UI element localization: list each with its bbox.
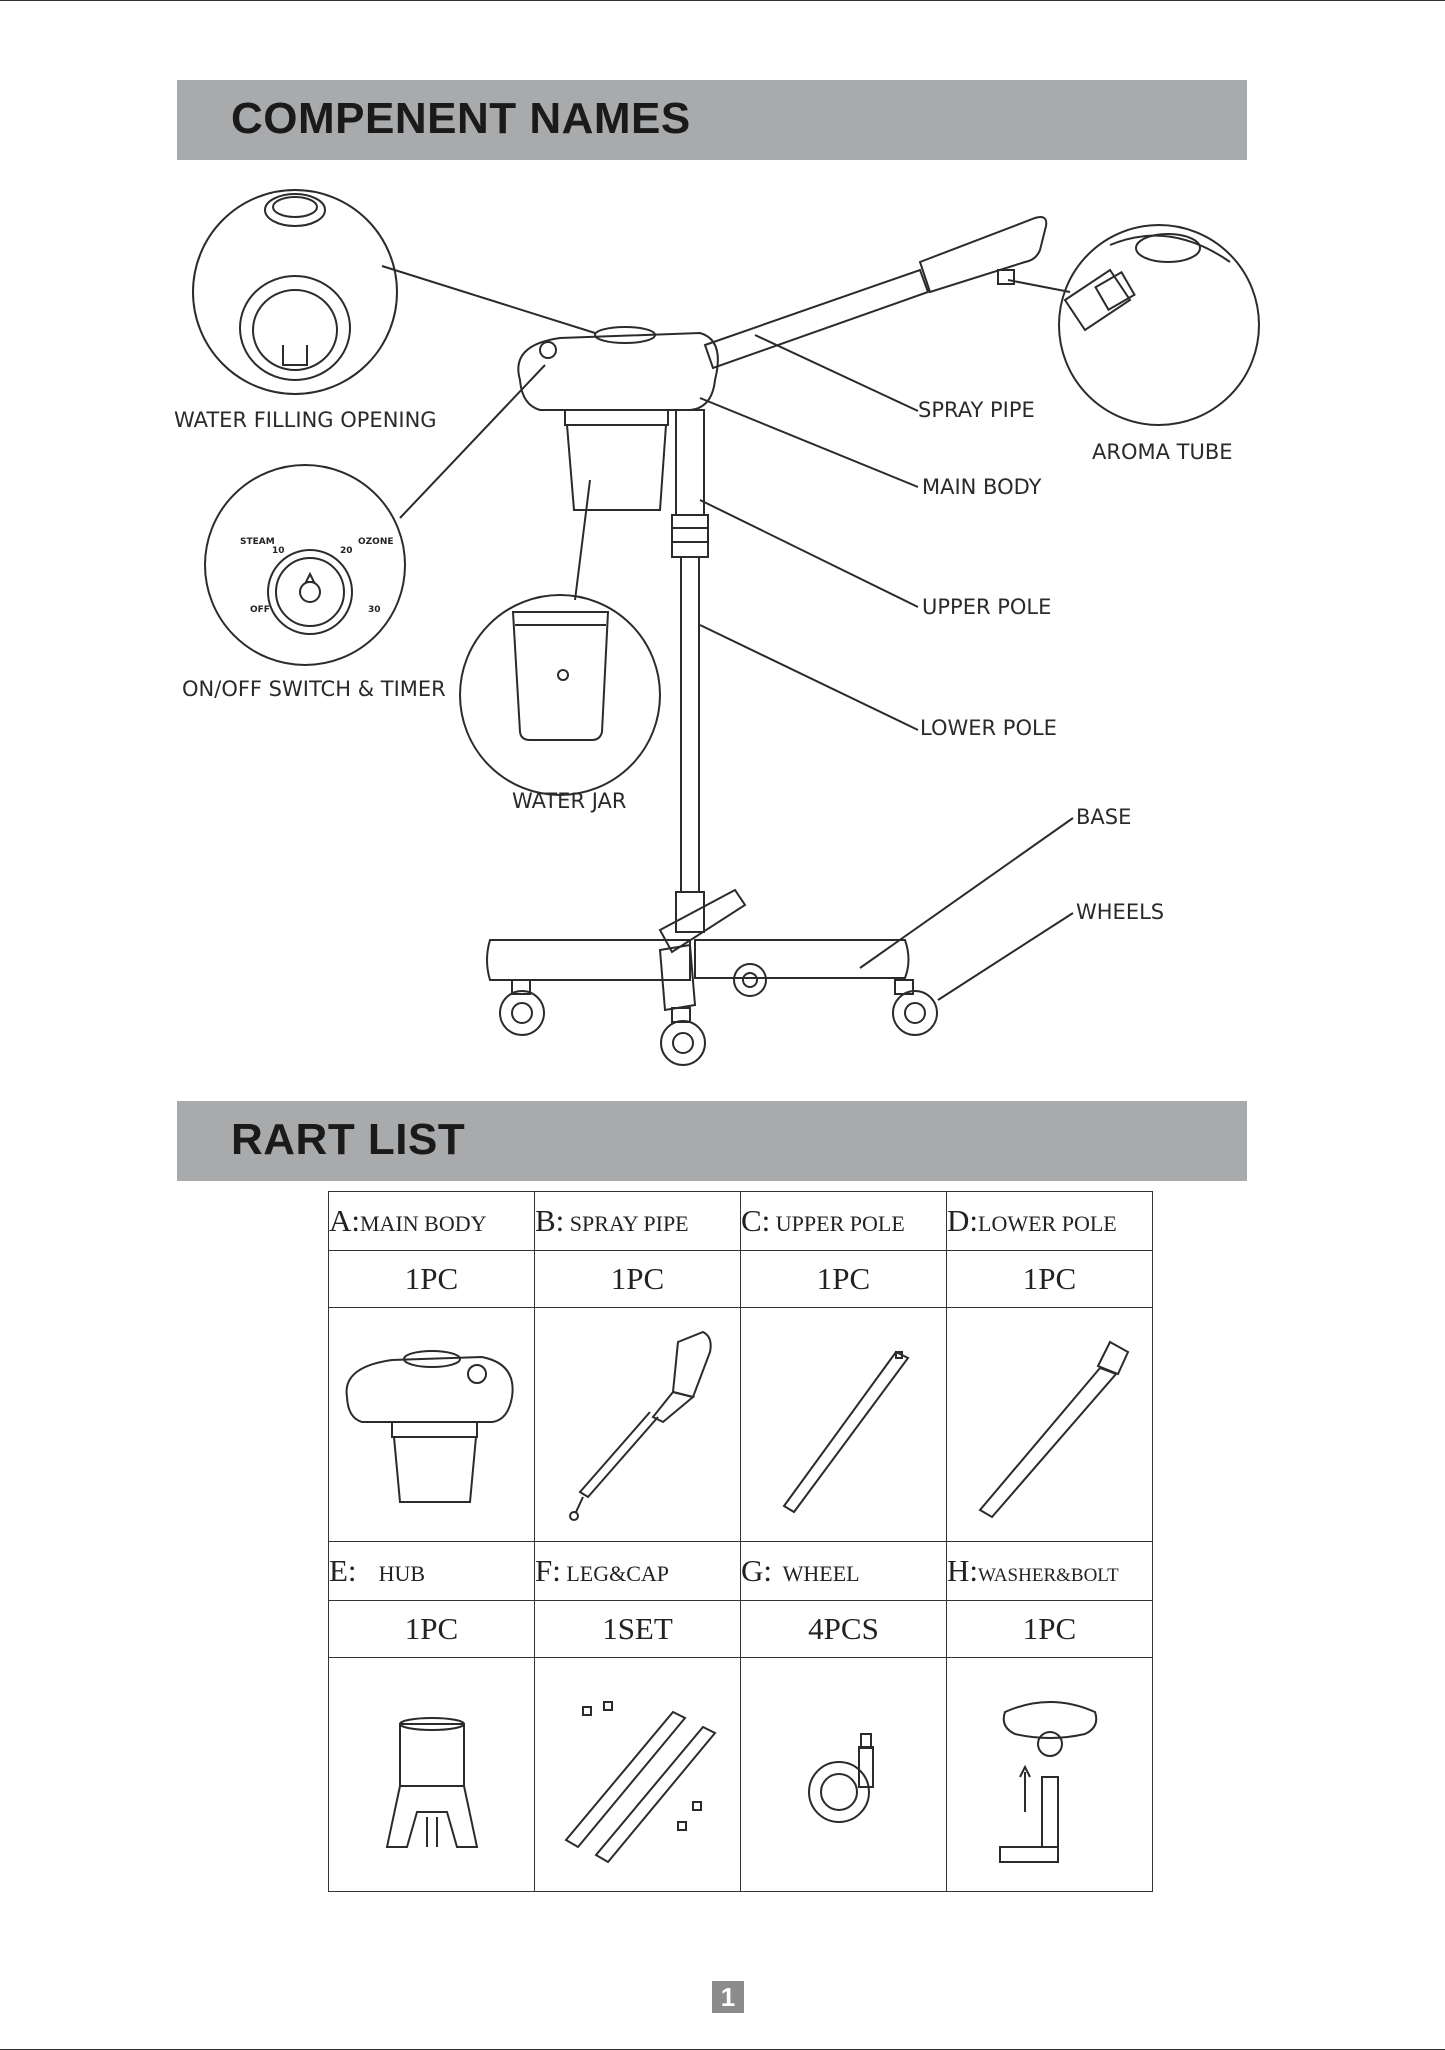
label-water-filling-opening: WATER FILLING OPENING: [174, 408, 437, 432]
hub: [676, 892, 704, 932]
leader-aroma-tube: [1008, 280, 1070, 292]
part-b-image-cell: [535, 1308, 741, 1542]
part-d-qty: 1PC: [947, 1251, 1153, 1308]
aroma-tube-detail-circle: [1059, 225, 1259, 425]
part-list-header: [177, 1101, 1247, 1181]
base-leg-right: [695, 940, 909, 978]
part-d-image-cell: [947, 1308, 1153, 1542]
dial-10-label: 10: [272, 546, 285, 556]
label-upper-pole: UPPER POLE: [922, 595, 1052, 619]
parts-qty-row-2: [329, 1601, 1153, 1658]
component-names-title: COMPENENT NAMES: [231, 94, 691, 143]
wheel-front: [661, 1008, 705, 1065]
label-water-jar: WATER JAR: [512, 789, 627, 813]
part-e-header: E: HUB: [329, 1542, 535, 1601]
parts-image-row-2: [329, 1658, 1153, 1892]
label-on-off-switch: ON/OFF SWITCH & TIMER: [182, 677, 446, 701]
part-g-qty: 4PCS: [741, 1601, 947, 1658]
water-opening-detail-circle: [193, 190, 397, 394]
wheel-back: [734, 964, 766, 996]
part-b-header: B: SPRAY PIPE: [535, 1192, 741, 1251]
lower-pole-icon: [950, 1312, 1150, 1532]
dial-off-label: OFF: [250, 605, 270, 615]
leg-cap-icon: [538, 1662, 738, 1882]
main-body-icon: [332, 1312, 532, 1532]
label-spray-pipe: SPRAY PIPE: [918, 398, 1035, 422]
parts-header-row-2: [329, 1542, 1153, 1601]
leader-lower-pole: [700, 625, 918, 730]
part-g-header: G: WHEEL: [741, 1542, 947, 1601]
part-h-qty: 1PC: [947, 1601, 1153, 1658]
main-body: [518, 333, 718, 410]
parts-table: [328, 1191, 1153, 1892]
leader-main-body: [700, 398, 918, 487]
spray-nozzle: [920, 217, 1046, 292]
dial-ozone-label: OZONE: [358, 537, 394, 547]
part-h-image-cell: [947, 1658, 1153, 1892]
part-h-header: H:WASHER&BOLT: [947, 1542, 1153, 1601]
part-b-qty: 1PC: [535, 1251, 741, 1308]
hub-icon: [332, 1662, 532, 1882]
dial-steam-label: STEAM: [240, 537, 275, 547]
washer-bolt-icon: [950, 1662, 1150, 1882]
leader-water-jar: [575, 480, 590, 600]
label-wheels: WHEELS: [1076, 900, 1165, 924]
dial-20-label: 20: [340, 546, 353, 556]
leader-spray-pipe: [755, 335, 918, 411]
wheel-icon: [744, 1662, 944, 1882]
body-jar: [567, 425, 666, 510]
parts-image-row-1: [329, 1308, 1153, 1542]
part-g-image-cell: [741, 1658, 947, 1892]
part-list-title: RART LIST: [231, 1115, 466, 1164]
dial-30-label: 30: [368, 605, 381, 615]
label-base: BASE: [1076, 805, 1132, 829]
pole-clamp: [672, 515, 708, 557]
part-e-qty: 1PC: [329, 1601, 535, 1658]
part-c-header: C: UPPER POLE: [741, 1192, 947, 1251]
wheel-right: [893, 980, 937, 1035]
base-leg-left: [487, 940, 690, 980]
upper-pole: [676, 410, 704, 515]
part-a-image-cell: [329, 1308, 535, 1542]
label-main-body: MAIN BODY: [922, 475, 1042, 499]
part-a-header: A:MAIN BODY: [329, 1192, 535, 1251]
base-leg-back: [660, 890, 745, 952]
leader-base: [860, 818, 1073, 968]
lower-pole: [681, 557, 699, 892]
upper-pole-icon: [744, 1312, 944, 1532]
leader-wheels: [938, 913, 1073, 1000]
part-d-header: D:LOWER POLE: [947, 1192, 1153, 1251]
label-aroma-tube: AROMA TUBE: [1092, 440, 1233, 464]
spray-arm: [705, 270, 928, 368]
spray-pipe-icon: [538, 1312, 738, 1532]
page-number: 1: [712, 1981, 744, 2013]
parts-qty-row-1: [329, 1251, 1153, 1308]
parts-header-row-1: [329, 1192, 1153, 1251]
leader-upper-pole: [700, 500, 918, 607]
part-e-image-cell: [329, 1658, 535, 1892]
leader-water-opening: [382, 266, 595, 333]
part-c-qty: 1PC: [741, 1251, 947, 1308]
leader-switch: [400, 365, 545, 518]
label-lower-pole: LOWER POLE: [920, 716, 1057, 740]
part-f-qty: 1SET: [535, 1601, 741, 1658]
part-f-header: F: LEG&CAP: [535, 1542, 741, 1601]
switch-detail-circle: [205, 465, 405, 665]
part-f-image-cell: [535, 1658, 741, 1892]
part-c-image-cell: [741, 1308, 947, 1542]
part-a-qty: 1PC: [329, 1251, 535, 1308]
wheel-left: [500, 980, 544, 1035]
